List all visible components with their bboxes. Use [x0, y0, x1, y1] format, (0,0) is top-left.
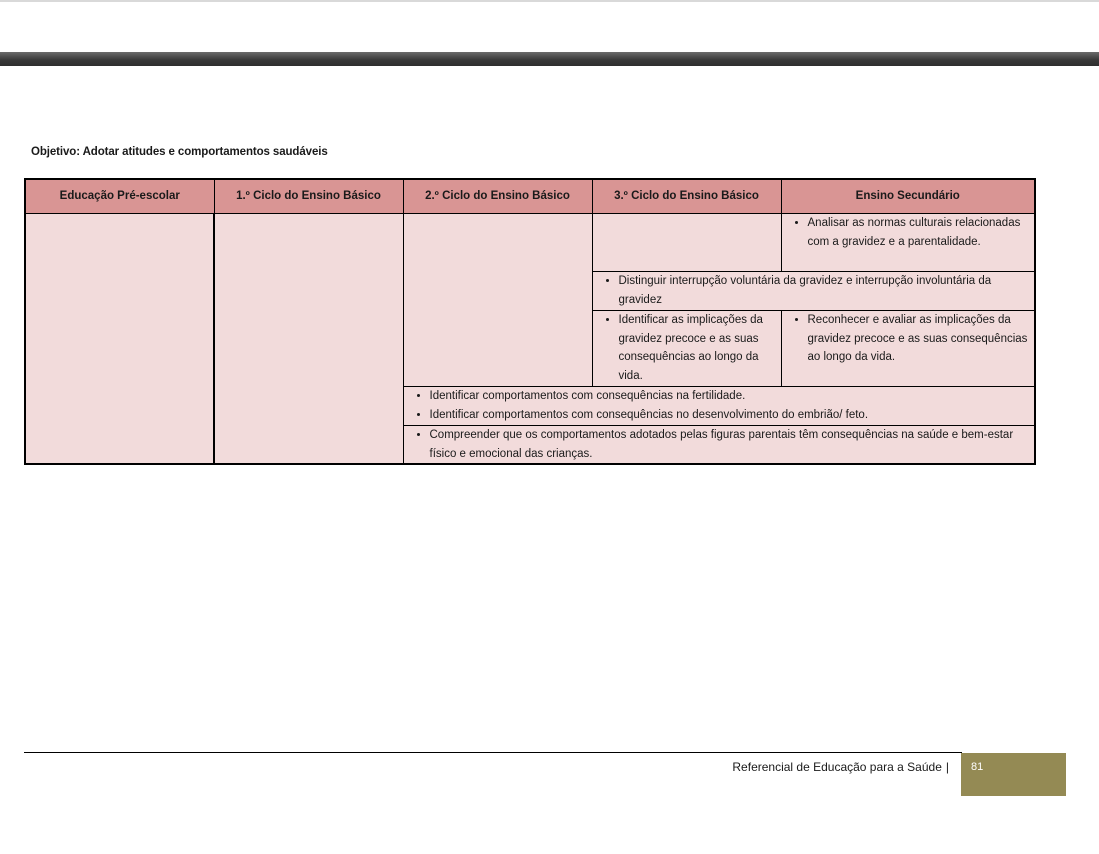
footer-title [732, 760, 949, 774]
cell-ciclo2-secundario [403, 387, 1035, 426]
header-pre-escolar: Educação Pré-escolar [25, 179, 214, 214]
list-item: • Identificar comportamentos com consequências na fertilidade. [430, 387, 1031, 406]
header-ciclo-1: 1.º Ciclo do Ensino Básico [214, 179, 403, 214]
list-item: • Identificar as implicações da gravidez precoce e as suas consequências ao longo da vida. [619, 311, 777, 385]
cell-ciclo-1 [214, 214, 403, 465]
header-bar [0, 52, 1099, 66]
top-rule [0, 0, 1099, 2]
page-number-box [961, 753, 1066, 796]
header-secundario: Ensino Secundário [781, 179, 1035, 214]
cell-ciclo-2 [403, 214, 592, 387]
cell-secundario-1 [781, 214, 1035, 272]
page-number: 81 [971, 761, 984, 773]
header-ciclo-3: 3.º Ciclo do Ensino Básico [592, 179, 781, 214]
list-item: • Identificar comportamentos com consequências no desenvolvimento do embrião/ feto. [430, 406, 1031, 425]
footer-title-text: Referencial de Educação para a Saúde [732, 760, 942, 774]
list-item: • Compreender que os comportamentos adotados pelas figuras parentais têm consequências na saúde e bem-estar físico e emocional das crianças. [430, 426, 1031, 463]
cell-ciclo-3-empty [592, 214, 781, 272]
curriculum-table [24, 178, 1036, 465]
cell-ciclo2-secundario-parental [403, 426, 1035, 465]
table-row [25, 214, 1035, 272]
cell-pre-escolar [25, 214, 214, 465]
footer-separator: | [945, 760, 949, 774]
list-item: • Analisar as normas culturais relacionadas com a gravidez e a parentalidade. [808, 214, 1031, 251]
cell-ciclo-3-gravidez [592, 311, 781, 387]
header-ciclo-2: 2.º Ciclo do Ensino Básico [403, 179, 592, 214]
cell-secundario-gravidez [781, 311, 1035, 387]
table-header-row [25, 179, 1035, 214]
footer-rule [24, 752, 962, 753]
cell-ciclo3-secundario [592, 272, 1035, 311]
list-item: • Reconhecer e avaliar as implicações da gravidez precoce e as suas consequências ao longo da vida. [808, 311, 1031, 367]
objective-heading: Objetivo: Adotar atitudes e comportamentos saudáveis [31, 146, 328, 158]
list-item: • Distinguir interrupção voluntária da gravidez e interrupção involuntária da gravidez [619, 272, 1031, 309]
